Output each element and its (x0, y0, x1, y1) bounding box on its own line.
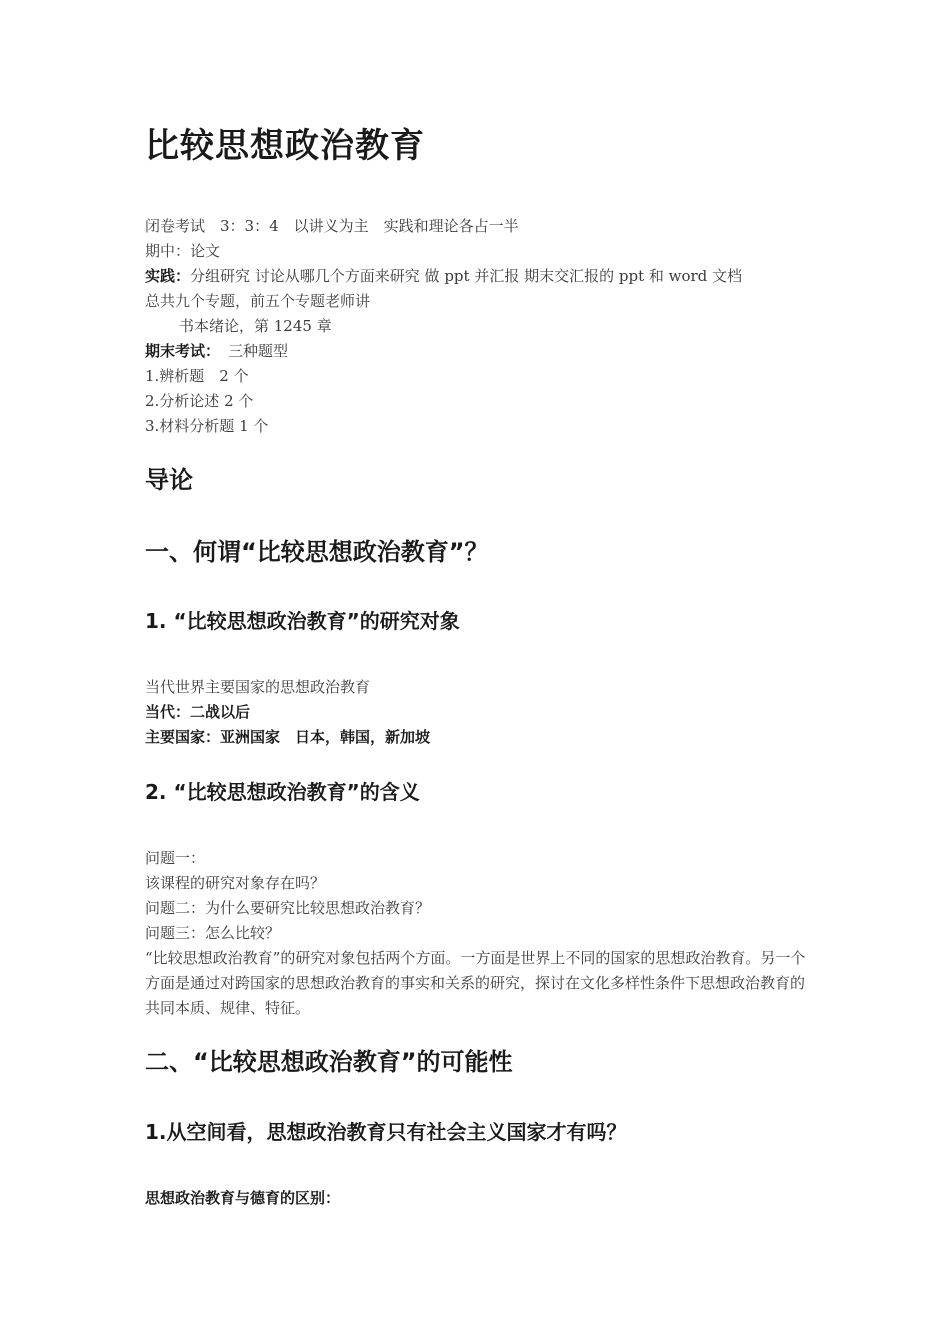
final-exam-line (145, 339, 288, 364)
meaning-paragraph: “比较思想政治教育”的研究对象包括两个方面。一方面是世界上不同的国家的思想政治教育。另一个方面是通过对跨国家的思想政治教育的事实和关系的研究，探讨在文化多样性条件下思想政治教育的共同本质、规律、特征。 (145, 949, 806, 1017)
difference-line: 思想政治教育与德育的区别： (145, 1189, 341, 1207)
heading-intro: 导论 (145, 466, 193, 494)
document-title: 比较思想政治教育 (145, 126, 425, 166)
final-exam-label: 期末考试： (145, 342, 221, 360)
midterm-line: 期中：论文 (145, 242, 221, 260)
major-countries-line: 主要国家：亚洲国家 日本，韩国，新加坡 (145, 728, 431, 746)
heading-meaning: 2. “比较思想政治教育”的含义 (145, 780, 420, 804)
question-one-text: 该课程的研究对象存在吗？ (145, 874, 326, 892)
contemporary-line: 当代：二战以后 (145, 703, 251, 721)
research-object-line: 当代世界主要国家的思想政治教育 (145, 678, 371, 696)
question-three: 问题三：怎么比较？ (145, 924, 281, 942)
final-exam-text: 三种题型 (228, 342, 289, 360)
heading-research-object: 1. “比较思想政治教育”的研究对象 (145, 609, 460, 633)
question-type-1: 1.辨析题 2 个 (145, 367, 249, 385)
practice-line (145, 264, 742, 289)
heading-section-two: 二、“比较思想政治教育”的可能性 (145, 1048, 513, 1076)
heading-space-question: 1.从空间看，思想政治教育只有社会主义国家才有吗？ (145, 1120, 627, 1144)
heading-section-one: 一、何谓“比较思想政治教育”？ (145, 538, 489, 566)
question-one-label: 问题一： (145, 849, 206, 867)
chapters-line: 书本绪论，第 1245 章 (179, 317, 332, 335)
exam-format-line: 闭卷考试 3：3：4 以讲义为主 实践和理论各占一半 (145, 217, 519, 235)
topics-line: 总共九个专题，前五个专题老师讲 (145, 292, 371, 310)
practice-label: 实践： (145, 267, 191, 285)
practice-text: 分组研究 讨论从哪几个方面来研究 做 ppt 并汇报 期末交汇报的 ppt 和 word 文档 (190, 267, 743, 285)
question-type-3: 3.材料分析题 1 个 (145, 417, 269, 435)
question-type-2: 2.分析论述 2 个 (145, 392, 254, 410)
question-two: 问题二：为什么要研究比较思想政治教育？ (145, 899, 431, 917)
